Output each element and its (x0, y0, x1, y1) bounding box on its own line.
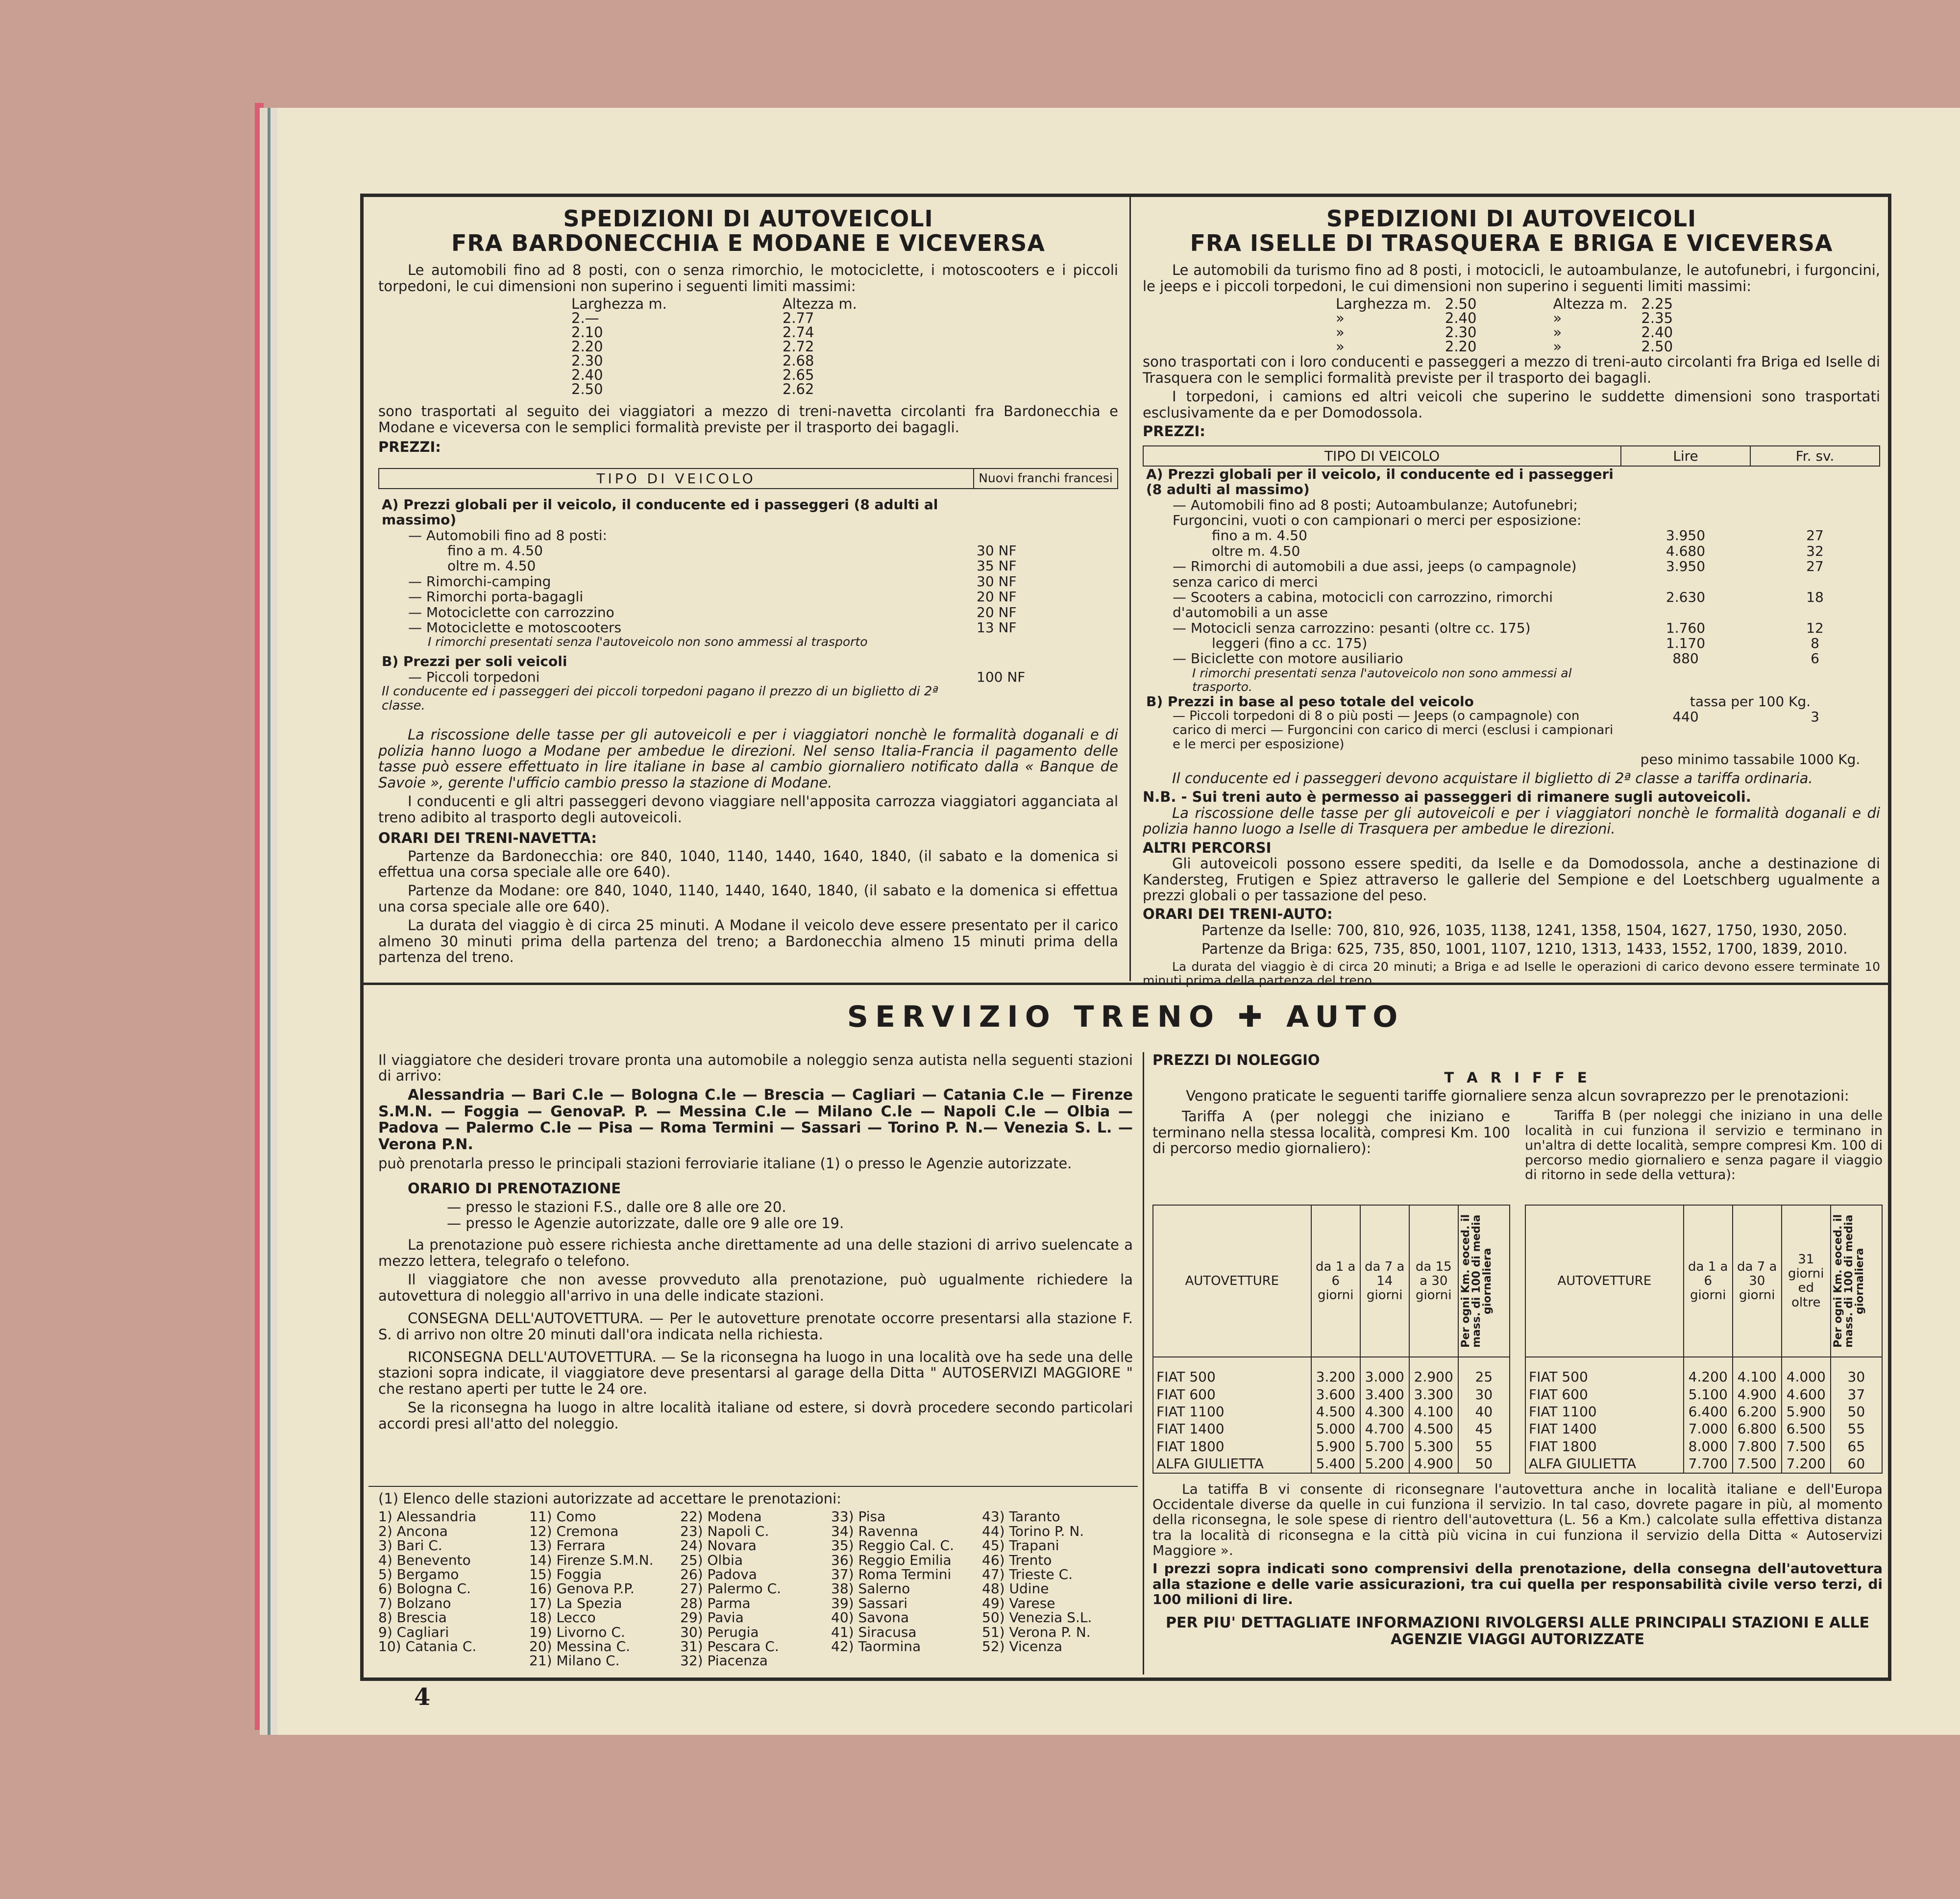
prezzi-noleggio-head: PREZZI DI NOLEGGIO (1152, 1052, 1320, 1068)
rent-cell: FIAT 600 (1153, 1386, 1311, 1403)
rent-cell: FIAT 1800 (1525, 1438, 1684, 1455)
rent-cell: 2.900 (1409, 1357, 1458, 1385)
rent-row (1153, 1357, 1510, 1385)
left-carried: sono trasportati al seguito dei viaggiatori a mezzo di treni-navetta circolanti fra Bardonecchia e Modane e viceversa con le semplici formalità previste per il trasporto dei bagagli. (378, 403, 1118, 436)
left-intro: Le automobili fino ad 8 posti, con o senza rimorchio, le motociclette, i motoscooters e i piccoli torpedoni, le cui dimensioni non superino i seguenti limiti massimi: (378, 262, 1118, 295)
tariffa-b-text: Tariffa B (per noleggi che iniziano in una delle località in cui funziona il servizio e terminano in un'altra di dette località, sempre compresi Km. 100 di percorso medio giornaliero e senza pagare il viaggio di ritorno in sede della vettura): (1525, 1108, 1883, 1183)
rent-cell: 30 (1458, 1386, 1510, 1403)
price-row-label: oltre m. 4.50 (447, 558, 536, 574)
station-item: 22) Modena (680, 1508, 762, 1525)
rim-note: I rimorchi presentati senza l'autoveicolo non sono ammessi al trasporto. (1192, 666, 1572, 694)
right-torpedoni: I torpedoni, i camions ed altri veicoli che superino le suddette dimensioni sono trasportati esclusivamente da e per Domodossola. (1143, 388, 1880, 421)
rent-cell: 6.800 (1733, 1420, 1782, 1437)
service-cities: Alessandria — Bari C.le — Bologna C.le — Brescia — Cagliari — Catania C.le — Firenze S.M.N. — Foggia — GenovaP. P. — Messina C.le — Milano C.le — Napoli C.le — Olbia — Padova — Palermo C.le — Pisa — Roma Termini — Sassari — Torino P. N.— Venezia S. L. — Verona P.N. (378, 1086, 1133, 1153)
info: PER PIU' DETTAGLIATE INFORMAZIONI RIVOLGERSI ALLE PRINCIPALI STAZIONI E ALLE AGENZIE VIAGGI AUTORIZZATE (1166, 1614, 1869, 1649)
price-row-label: leggeri (fino a cc. 175) (1212, 635, 1368, 651)
price-row-value: 35 NF (977, 558, 1017, 574)
rim-note: I rimorchi presentati senza l'autoveicolo non sono ammessi al trasporto (428, 635, 868, 649)
dim-h: 2.25 (1641, 296, 1673, 313)
right-orari-head: ORARI DEI TRENI-AUTO: (1143, 906, 1333, 923)
rent-cell: 3.600 (1311, 1386, 1360, 1403)
dim-label: » (1336, 338, 1345, 355)
rent-cell: 4.200 (1684, 1357, 1733, 1385)
rent-cell: 50 (1458, 1455, 1510, 1473)
b-lire: 440 (1672, 709, 1699, 725)
station-item: 14) Firenze S.M.N. (529, 1552, 654, 1568)
rent-header: AUTOVETTURE (1525, 1205, 1684, 1357)
right-cond-note: Il conducente ed i passeggeri devono acquistare il biglietto di 2ª classe a tariffa ordinaria. (1172, 769, 1813, 787)
right-intro: Le automobili da turismo fino ad 8 posti, i motocicli, le autoambulanze, le autofunebri, i furgoncini, le jeeps e i piccoli torpedoni, le cui dimensioni non superino i seguenti limiti massimi: (1143, 262, 1880, 295)
price-row-label: — Motociclette e motoscooters (408, 619, 622, 636)
station-item: 32) Piacenza (680, 1652, 768, 1669)
left-title-1: SPEDIZIONI DI AUTOVEICOLI (563, 205, 933, 232)
station-item: 31) Pescara C. (680, 1638, 779, 1654)
right-price-table (1143, 445, 1880, 767)
rent-header (1831, 1205, 1882, 1357)
price-row-value: 30 NF (977, 543, 1017, 559)
service-right (1152, 1052, 1883, 1651)
rent-header: da 1 a 6 giorni (1311, 1205, 1360, 1357)
right-title-1: SPEDIZIONI DI AUTOVEICOLI (1326, 205, 1697, 232)
rent-cell: FIAT 600 (1525, 1386, 1684, 1403)
station-item: 24) Novara (680, 1537, 757, 1554)
price-fr: 27 (1806, 527, 1824, 544)
right-title-2: FRA ISELLE DI TRASQUERA E BRIGA E VICEVERSA (1190, 229, 1833, 256)
rent-cell: ALFA GIULIETTA (1525, 1455, 1684, 1473)
station-item: 5) Bergamo (378, 1566, 459, 1583)
rent-cell: 5.100 (1684, 1386, 1733, 1403)
b-fr: 3 (1811, 709, 1819, 725)
dim-w: 2.20 (571, 338, 603, 355)
rent-row (1525, 1420, 1882, 1437)
orario-1: — presso le stazioni F.S., dalle ore 8 alle ore 20. (447, 1199, 786, 1216)
vengono: Vengono praticate le seguenti tariffe giornaliere senza alcun sovraprezzo per le prenotazioni: (1186, 1087, 1849, 1104)
orario-head: ORARIO DI PRENOTAZIONE (408, 1180, 621, 1197)
consegna: CONSEGNA DELL'AUTOVETTURA. — Per le autovetture prenotate occorre presentarsi alla stazione F. S. di arrivo non oltre 20 minuti dall'ora indicata nella richiesta. (378, 1310, 1133, 1343)
top-divider (1129, 197, 1131, 981)
stations-column (982, 1509, 1133, 1668)
station-item: 10) Catania C. (378, 1638, 477, 1654)
station-item: 18) Lecco (529, 1609, 596, 1626)
station-item: 44) Torino P. N. (982, 1523, 1084, 1539)
price-row-value: 20 NF (977, 589, 1017, 605)
rent-cell: FIAT 1400 (1153, 1420, 1311, 1437)
rent-header: da 1 a 6 giorni (1684, 1205, 1733, 1357)
rent-row (1525, 1357, 1882, 1385)
dim-w: 2.50 (571, 381, 603, 398)
rent-cell: 6.400 (1684, 1403, 1733, 1420)
station-item: 48) Udine (982, 1580, 1049, 1597)
rent-cell: 55 (1458, 1438, 1510, 1455)
price-row-value: 100 NF (977, 668, 1026, 685)
rent-cell: 7.500 (1782, 1438, 1831, 1455)
price-lire: 1.170 (1666, 635, 1706, 651)
station-item: 36) Reggio Emilia (831, 1552, 952, 1568)
left-orari-head: ORARI DEI TRENI-NAVETTA: (378, 830, 597, 847)
station-item: 51) Verona P. N. (982, 1624, 1091, 1640)
price-fr: 8 (1811, 635, 1819, 651)
left-prezzi-label: PREZZI: (378, 439, 441, 456)
rent-header-vertical: Per ogni Km. eoced. il mass. di 100 di media giornaliera (1459, 1214, 1494, 1348)
rent-header (1458, 1205, 1510, 1357)
right-altri-head: ALTRI PERCORSI (1143, 839, 1272, 856)
dim-label: » (1553, 324, 1562, 341)
service-intro: Il viaggiatore che desideri trovare pronta una automobile a noleggio senza autista nella seguenti stazioni di arrivo: (378, 1052, 1133, 1085)
station-item: 49) Varese (982, 1595, 1055, 1611)
rent-cell: 5.300 (1409, 1438, 1458, 1455)
left-conducenti: I conducenti e gli altri passeggeri devono viaggiare nell'apposita carrozza viaggiatori agganciata al treno adibito al trasporto degli autoveicoli. (378, 793, 1118, 826)
station-item: 40) Savona (831, 1609, 909, 1626)
rent-cell: 5.000 (1311, 1420, 1360, 1437)
tariffe-block (1152, 1109, 1883, 1473)
stations-list (378, 1509, 1133, 1668)
right-carried: sono trasportati con i loro conducenti e passeggeri a mezzo di treni-auto circolanti fra Briga ed Iselle di Trasquera con le semplici formalità previste per il trasporto dei bagagli. (1143, 353, 1880, 386)
rent-cell: 5.400 (1311, 1455, 1360, 1473)
dim-w: 2.40 (571, 367, 603, 384)
rent-cell: 4.000 (1782, 1357, 1831, 1385)
rent-header: AUTOVETTURE (1153, 1205, 1311, 1357)
dim-w: 2.— (571, 310, 599, 327)
price-fr: 12 (1806, 619, 1824, 636)
stations-column (378, 1509, 529, 1668)
station-item: 38) Salerno (831, 1580, 910, 1597)
station-item: 17) La Spezia (529, 1595, 622, 1611)
rent-cell: 4.500 (1409, 1420, 1458, 1437)
rent-cell: 55 (1831, 1420, 1882, 1437)
dim-h: 2.35 (1641, 310, 1673, 327)
tariffa-b (1525, 1109, 1883, 1473)
b-rows: — Piccoli torpedoni di 8 o più posti — Jeeps (o campagnole) con carico di merci — Furgoncini con carico di merci (esclusi i campionari e le merci per esposizione) (1173, 709, 1614, 752)
station-item: 29) Pavia (680, 1609, 744, 1626)
part-briga: Partenze da Briga: 625, 735, 850, 1001, 1107, 1210, 1313, 1433, 1552, 1700, 1839, 2010. (1201, 940, 1848, 958)
service-title: SERVIZIO TRENO ✚ AUTO (847, 1000, 1405, 1034)
rent-cell: 7.500 (1733, 1455, 1782, 1473)
rent-cell: 3.000 (1360, 1357, 1409, 1385)
station-item: 41) Siracusa (831, 1624, 917, 1640)
right-prezzi-label: PREZZI: (1143, 423, 1205, 440)
left-dims-table (564, 297, 864, 396)
riconsegna: RICONSEGNA DELL'AUTOVETTURA. — Se la riconsegna ha luogo in una località ove ha sede una delle stazioni sopra indicate, il viaggiatore deve presentarsi al garage della Ditta " AUTOSERVIZI MAGGIORE " che restano aperti per tutte le 24 ore. (378, 1349, 1133, 1397)
price-row-value: 20 NF (977, 604, 1017, 620)
right-nb: N.B. - Sui treni auto è permesso ai passeggeri di rimanere sugli autoveicoli. (1143, 789, 1751, 806)
rent-row (1525, 1455, 1882, 1473)
rent-cell: 4.100 (1409, 1403, 1458, 1420)
rent-cell: 7.800 (1733, 1438, 1782, 1455)
rent-header: da 15 a 30 giorni (1409, 1205, 1458, 1357)
orario-2: — presso le Agenzie autorizzate, dalle ore 9 alle ore 19. (447, 1214, 844, 1232)
b-tassa: tassa per 100 Kg. (1690, 693, 1811, 710)
rent-cell: FIAT 1800 (1153, 1438, 1311, 1455)
rent-header: 31 giorni ed oltre (1782, 1205, 1831, 1357)
rent-cell: 6.200 (1733, 1403, 1782, 1420)
station-item: 26) Padova (680, 1566, 757, 1583)
b-min: peso minimo tassabile 1000 Kg. (1640, 751, 1861, 768)
dim-h: 2.68 (782, 352, 814, 370)
rent-cell: 4.500 (1311, 1403, 1360, 1420)
station-item: 45) Trapani (982, 1537, 1059, 1554)
elenco-head: (1) Elenco delle stazioni autorizzate ad accettare le prenotazioni: (378, 1490, 841, 1507)
dim-label: » (1553, 310, 1562, 327)
rent-cell: 7.700 (1684, 1455, 1733, 1473)
price-lire: 4.680 (1666, 543, 1706, 559)
station-item: 33) Pisa (831, 1508, 886, 1525)
station-item: 46) Trento (982, 1552, 1052, 1568)
dim-label: » (1336, 310, 1345, 327)
station-item: 30) Perugia (680, 1624, 759, 1640)
service-prenot: può prenotarla presso le principali stazioni ferroviarie italiane (1) o presso le Agenzie autorizzate. (378, 1155, 1072, 1172)
rent-row (1525, 1386, 1882, 1403)
dim-h: 2.62 (782, 381, 814, 398)
station-item: 27) Palermo C. (680, 1580, 782, 1597)
rent-cell: ALFA GIULIETTA (1153, 1455, 1311, 1473)
price-row-value: 30 NF (977, 573, 1017, 590)
right-dims-table (1329, 297, 1680, 354)
part-bardonecchia: Partenze da Bardonecchia: ore 840, 1040, 1140, 1440, 1640, 1840, (il sabato e la domenica si effettua una corsa speciale alle ore 640). (378, 847, 1118, 880)
station-item: 43) Taranto (982, 1508, 1060, 1525)
th-lire: Lire (1621, 446, 1750, 466)
stations-column (529, 1509, 680, 1668)
station-item: 1) Alessandria (378, 1508, 477, 1525)
book-spine (255, 103, 264, 1730)
station-item: 8) Brescia (378, 1609, 447, 1626)
dim-label: » (1553, 338, 1562, 355)
dim-h: 2.40 (1641, 324, 1673, 341)
b-note: Il conducente ed i passeggeri dei piccoli torpedoni pagano il prezzo di un biglietto di 2ª classe. (382, 684, 938, 714)
station-item: 15) Foggia (529, 1566, 602, 1583)
station-item: 16) Genova P.P. (529, 1580, 635, 1597)
price-row-label: fino a m. 4.50 (1212, 527, 1307, 544)
station-item: 42) Taormina (831, 1638, 921, 1654)
height-label: Altezza m. (782, 296, 857, 313)
dim-w: 2.20 (1445, 338, 1477, 355)
station-item: 7) Bolzano (378, 1595, 451, 1611)
price-row-label: — Rimorchi-camping (408, 573, 551, 590)
tariffe-head: T A R I F F E (1444, 1069, 1591, 1086)
rent-cell: 7.200 (1782, 1455, 1831, 1473)
price-lire: 3.950 (1666, 527, 1706, 544)
rent-cell: FIAT 500 (1153, 1357, 1311, 1385)
rent-cell: FIAT 1100 (1525, 1403, 1684, 1420)
price-row-label: — Rimorchi porta-bagagli (408, 589, 584, 605)
price-row-label: — Biciclette con motore ausiliario (1173, 650, 1403, 667)
price-row-label: — Motocicli senza carrozzino: pesanti (oltre cc. 175) (1173, 619, 1531, 636)
rent-cell: 5.700 (1360, 1438, 1409, 1455)
price-row-label: — Rimorchi di automobili a due assi, jeeps (o campagnole) senza carico di merci (1173, 558, 1577, 590)
station-item: 4) Benevento (378, 1552, 471, 1568)
a-heading: A) Prezzi globali per il veicolo, il conducente ed i passeggeri (8 adulti al massimo) (1146, 466, 1614, 498)
dim-label: » (1336, 324, 1345, 341)
rent-row (1153, 1438, 1510, 1455)
rent-cell: FIAT 500 (1525, 1357, 1684, 1385)
left-durata: La durata del viaggio è di circa 25 minuti. A Modane il veicolo deve essere presentato per il carico almeno 30 minuti prima della partenza del treno; a Bardonecchia almeno 15 minuti prima della partenza del treno. (378, 917, 1118, 966)
rent-cell: 50 (1831, 1403, 1882, 1420)
rent-cell: 5.900 (1311, 1438, 1360, 1455)
altre: Se la riconsegna ha luogo in altre località italiane od estere, si dovrà procedere secondo particolari accordi presi all'atto del noleggio. (378, 1399, 1133, 1432)
station-item: 11) Como (529, 1508, 596, 1525)
tariffa-b-note: La tatiffa B vi consente di riconsegnare l'autovettura anche in località italiane e dell'Europa Occidentale diverse da quelle in cui funziona il servizio. In tal caso, dovrete pagare in più, al momento della riconsegna, le sole spese di rientro dell'autovettura (L. 56 a Km.) calcolate sulla effettiva distanza tra la località di riconsegna e la città più vicina in cui funziona il servizio della Ditta « Autoservizi Maggiore ». (1152, 1480, 1883, 1558)
dim-h: 2.72 (782, 338, 814, 355)
station-item: 23) Napoli C. (680, 1523, 769, 1539)
provveduto: Il viaggiatore che non avesse provveduto alla prenotazione, può ugualmente richiedere la autovettura di noleggio all'arrivo in una delle indicate stazioni. (378, 1271, 1133, 1304)
content-frame (360, 194, 1891, 1681)
rent-cell: FIAT 1400 (1525, 1420, 1684, 1437)
price-row-value: 13 NF (977, 619, 1017, 636)
right-risc: La riscossione delle tasse per gli autoveicoli e per i viaggiatori nonchè le formalità doganali e di polizia hanno luogo a Iselle di Trasquera per ambedue le direzioni. (1143, 804, 1880, 838)
station-item: 19) Livorno C. (529, 1624, 625, 1640)
dim-h: 2.74 (782, 324, 814, 341)
station-item: 12) Cremona (529, 1523, 619, 1539)
station-item: 3) Bari C. (378, 1537, 442, 1554)
station-item: 13) Ferrara (529, 1537, 606, 1554)
rent-cell: 5.200 (1360, 1455, 1409, 1473)
b-heading: B) Prezzi in base al peso totale del veicolo (1146, 693, 1474, 710)
right-durata: La durata del viaggio è di circa 20 minuti; a Briga e ad Iselle le operazioni di carico devono essere terminate 10 minuti prima della partenza del treno. (1143, 959, 1880, 987)
rent-row (1153, 1455, 1510, 1473)
price-row-label: fino a m. 4.50 (447, 543, 543, 559)
tariffa-a (1152, 1109, 1510, 1473)
rent-cell: 4.900 (1409, 1455, 1458, 1473)
stations-column (831, 1509, 982, 1668)
rent-row (1525, 1403, 1882, 1420)
rent-cell: 4.100 (1733, 1357, 1782, 1385)
station-item: 9) Cagliari (378, 1624, 449, 1640)
station-item: 35) Reggio Cal. C. (831, 1537, 954, 1554)
rent-cell: 25 (1458, 1357, 1510, 1385)
station-item: 28) Parma (680, 1595, 751, 1611)
dim-w: 2.40 (1445, 310, 1477, 327)
station-item: 37) Roma Termini (831, 1566, 952, 1583)
right-altri: Gli autoveicoli possono essere spediti, da Iselle e da Domodossola, anche a destinazione di Kandersteg, Frutigen e Spiez attraverso le gallerie del Sempione e del Loetschberg ugualmente a prezzi globali o per tassazione del peso. (1143, 855, 1880, 904)
dim-w: 2.30 (571, 352, 603, 370)
station-item: 25) Olbia (680, 1552, 743, 1568)
rent-cell: 5.900 (1782, 1403, 1831, 1420)
dim-w: 2.10 (571, 324, 603, 341)
rent-cell: 4.900 (1733, 1386, 1782, 1403)
b-heading: B) Prezzi per soli veicoli (382, 653, 567, 670)
rent-cell: 6.500 (1782, 1420, 1831, 1437)
th-type: TIPO DI VEICOLO (379, 469, 974, 489)
rent-cell: 3.200 (1311, 1357, 1360, 1385)
left-price-table (378, 468, 1118, 714)
page-number: 4 (414, 1683, 431, 1711)
comprensivi: I prezzi sopra indicati sono comprensivi della prenotazione, della consegna dell'autovettura alla stazione e delle varie assicurazioni, tra cui quella per responsabilità civile verso terzi, di 100 milioni di lire. (1152, 1560, 1883, 1608)
bardonecchia-section (378, 207, 1118, 968)
part-modane: Partenze da Modane: ore 840, 1040, 1140, 1440, 1640, 1840, (il sabato e la domenica si effettua una corsa speciale alle ore 640). (378, 882, 1118, 915)
dim-label: Larghezza m. (1336, 296, 1431, 313)
price-row-label: — Piccoli torpedoni (408, 668, 540, 685)
rent-cell: 45 (1458, 1420, 1510, 1437)
rent-cell: 4.600 (1782, 1386, 1831, 1403)
richiesta: La prenotazione può essere richiesta anche direttamente ad una delle stazioni di arrivo suelencate a mezzo lettera, telegrafo o telefono. (378, 1236, 1133, 1269)
dim-w: 2.30 (1445, 324, 1477, 341)
rent-cell: 30 (1831, 1357, 1882, 1385)
rent-cell: 37 (1831, 1386, 1882, 1403)
price-fr: 32 (1806, 543, 1824, 559)
rent-cell: 65 (1831, 1438, 1882, 1455)
rent-row (1153, 1420, 1510, 1437)
rent-cell: 7.000 (1684, 1420, 1733, 1437)
station-item: 47) Trieste C. (982, 1566, 1073, 1583)
a-heading: A) Prezzi globali per il veicolo, il conducente ed i passeggeri (8 adulti al massimo) (382, 496, 938, 528)
station-item: 52) Vicenza (982, 1638, 1062, 1654)
stations-column (680, 1509, 831, 1668)
price-lire: 1.760 (1666, 619, 1706, 636)
width-label: Larghezza m. (571, 296, 667, 313)
price-fr: 18 (1806, 589, 1824, 605)
stations-section (378, 1491, 1133, 1668)
price-lire: 2.630 (1666, 589, 1706, 605)
left-riscossione: La riscossione delle tasse per gli autoveicoli e per i viaggiatori nonchè le formalità doganali e di polizia hanno luogo a Modane per ambedue le direzioni. Nel senso Italia-Francia il pagamento delle tasse può essere effettuato in lire italiane in base al cambio giornaliero notificato dalla « Banque de Savoie », gerente l'ufficio cambio presso la stazione di Modane. (378, 726, 1118, 791)
station-item: 20) Messina C. (529, 1638, 631, 1654)
rent-row (1525, 1438, 1882, 1455)
rent-cell: 60 (1831, 1455, 1882, 1473)
station-item: 50) Venezia S.L. (982, 1609, 1092, 1626)
price-fr: 6 (1811, 650, 1819, 667)
tariffa-a-text: Tariffa A (per noleggi che iniziano e terminano nella stessa località, compresi Km. 100 di percorso medio giornaliero): (1152, 1108, 1510, 1157)
price-lire: 3.950 (1666, 558, 1706, 575)
part-iselle: Partenze da Iselle: 700, 810, 926, 1035, 1138, 1241, 1358, 1504, 1627, 1750, 1930, 2050. (1201, 921, 1847, 938)
a-sub: — Automobili fino ad 8 posti; Autoambulanze; Autofunebri; Furgoncini, vuoti o con campionari o merci per esposizione: (1173, 496, 1582, 529)
station-item: 39) Sassari (831, 1595, 908, 1611)
tariffa-a-table (1152, 1205, 1510, 1473)
price-row-label: — Scooters a cabina, motocicli con carrozzino, rimorchi d'automobili a un asse (1173, 589, 1553, 621)
dim-h: 2.77 (782, 310, 814, 327)
service-left (378, 1052, 1133, 1434)
dim-w: 2.50 (1445, 296, 1477, 313)
a-sub: — Automobili fino ad 8 posti: (408, 527, 607, 543)
stations-divider (368, 1486, 1138, 1487)
station-item: 34) Ravenna (831, 1523, 918, 1539)
station-item: 6) Bologna C. (378, 1580, 471, 1597)
th-fr: Fr. sv. (1750, 446, 1880, 466)
rent-header: da 7 a 14 giorni (1360, 1205, 1409, 1357)
price-row-label: oltre m. 4.50 (1212, 543, 1300, 559)
bottom-divider (1143, 1052, 1144, 1675)
tariffa-b-table (1525, 1205, 1883, 1473)
price-fr: 27 (1806, 558, 1824, 575)
rent-cell: 4.700 (1360, 1420, 1409, 1437)
dim-label: Altezza m. (1553, 296, 1628, 313)
rent-cell: FIAT 1100 (1153, 1403, 1311, 1420)
th-price: Nuovi franchi francesi (974, 469, 1118, 489)
station-item: 2) Ancona (378, 1523, 448, 1539)
left-title-2: FRA BARDONECCHIA E MODANE E VICEVERSA (451, 229, 1046, 256)
rent-cell: 40 (1458, 1403, 1510, 1420)
rent-header-vertical: Per ogni Km. eoced. il mass. di 100 di media giornaliera (1832, 1214, 1866, 1348)
price-lire: 880 (1672, 650, 1699, 667)
rent-header: da 7 a 30 giorni (1733, 1205, 1782, 1357)
rent-cell: 4.300 (1360, 1403, 1409, 1420)
rent-row (1153, 1403, 1510, 1420)
dim-h: 2.65 (782, 367, 814, 384)
dim-h: 2.50 (1641, 338, 1673, 355)
rent-cell: 3.300 (1409, 1386, 1458, 1403)
rent-row (1153, 1386, 1510, 1403)
station-item: 21) Milano C. (529, 1652, 620, 1669)
rent-cell: 8.000 (1684, 1438, 1733, 1455)
price-row-label: — Motociclette con carrozzino (408, 604, 614, 620)
th-type: TIPO DI VEICOLO (1143, 446, 1621, 466)
rent-cell: 3.400 (1360, 1386, 1409, 1403)
iselle-section (1143, 207, 1880, 990)
